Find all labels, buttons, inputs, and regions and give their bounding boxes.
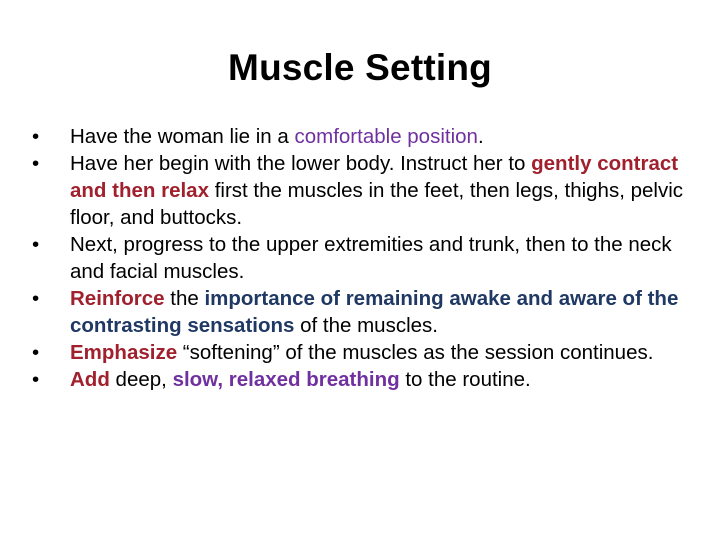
bullet-text-segment: Reinforce [70, 287, 165, 310]
bullet-marker: • [32, 368, 40, 391]
bullet-text-segment: the [164, 287, 205, 310]
bullet-text-segment: Have her begin with the lower body. Instruct her to [70, 152, 532, 175]
bullet-text-segment: importance of remaining awake and aware of the contrasting sensations [70, 287, 679, 337]
bullet-item [32, 339, 686, 366]
bullet-item [32, 150, 686, 231]
bullet-text-segment: Next, progress to the upper extremities and trunk, then to the neck and facial muscles. [70, 233, 672, 283]
bullet-marker: • [32, 233, 40, 256]
bullet-item [32, 123, 686, 150]
bullet-text-segment: comfortable position [294, 125, 478, 148]
bullet-text-segment: Emphasize [70, 341, 178, 364]
bullet-item [32, 285, 686, 339]
bullet-text-segment: slow, relaxed breathing [172, 368, 400, 391]
bullet-marker: • [32, 287, 40, 310]
bullet-text-segment: gently contract and then relax [70, 152, 679, 202]
bullet-text-segment: Add [70, 368, 110, 391]
bullet-text-segment: to the routine. [399, 368, 531, 391]
bullet-marker: • [32, 152, 40, 175]
bullet-list [32, 123, 686, 393]
bullet-marker: • [32, 125, 40, 148]
bullet-text-segment: Have the woman lie in a [70, 125, 295, 148]
bullet-text-segment: . [477, 125, 484, 148]
bullet-item [32, 366, 686, 393]
bullet-text-segment: deep, [109, 368, 173, 391]
slide-title: Muscle Setting [228, 47, 492, 88]
bullet-text-segment: first the muscles in the feet, then legs, thighs, pelvic floor, and buttocks. [70, 179, 684, 229]
bullet-marker: • [32, 341, 40, 364]
bullet-item [32, 231, 686, 285]
bullet-text-segment: “softening” of the muscles as the session continues. [177, 341, 654, 364]
bullet-text-segment: of the muscles. [294, 314, 438, 337]
